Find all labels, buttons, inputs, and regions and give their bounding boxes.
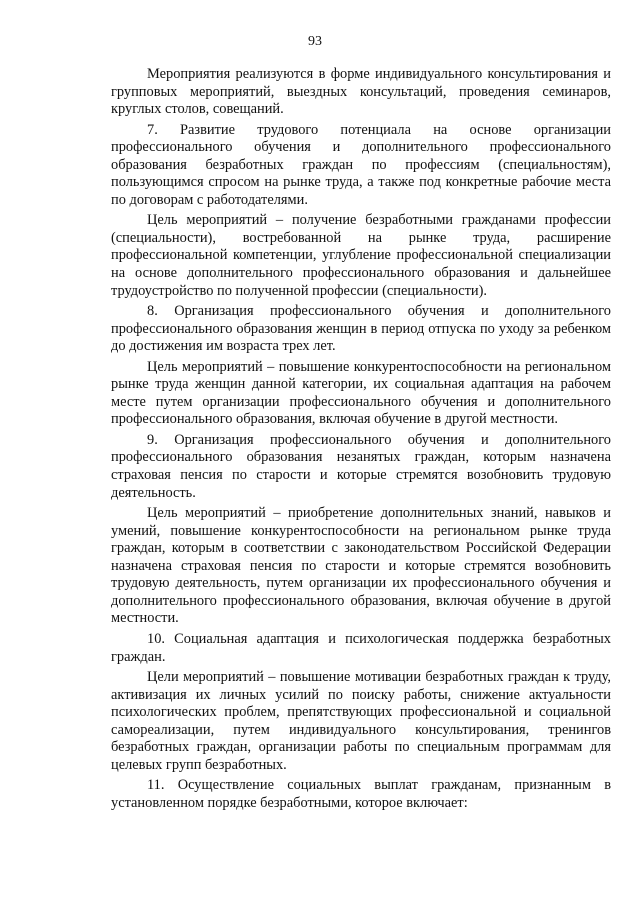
paragraph-item-9-goal: Цель мероприятий – приобретение дополнительных знаний, навыков и умений, повышение конкурентоспособности на региональном рынке труда граждан, которым в соответствии с законодательством Российской Федерации назначена страховая пенсия по старости и которые стремятся возобновить трудовую деятельность, путем организации их профессионального обучения и дополнительного профессионального образования, включая обучение в другой местности. xyxy=(111,505,611,627)
paragraph-item-7-goal: Цель мероприятий – получение безработными гражданами профессии (специальности), востребованной на рынке труда, расширение профессиональной компетенции, углубление профессиональной специализации на основе дополнительного профессионального образования и дальнейшее трудоустройство по полученной профессии (специальности). xyxy=(111,212,611,299)
paragraph-item-10-goals: Цели мероприятий – повышение мотивации безработных граждан к труду, активизация их личных усилий по поиску работы, снижение актуальности психологических проблем, препятствующих профессиональной и социальной самореализации, путем индивидуального консультирования, тренингов безработных граждан, организации работы по специальным программам для целевых групп безработных. xyxy=(111,669,611,773)
paragraph-events-format: Мероприятия реализуются в форме индивидуального консультирования и групповых мероприятий, выездных консультаций, проведения семинаров, круглых столов, совещаний. xyxy=(111,66,611,118)
paragraph-item-10: 10. Социальная адаптация и психологическая поддержка безработных граждан. xyxy=(111,630,611,665)
paragraph-item-8: 8. Организация профессионального обучения и дополнительного профессионального образования женщин в период отпуска по уходу за ребенком до достижения им возраста трех лет. xyxy=(111,303,611,355)
paragraph-item-11: 11. Осуществление социальных выплат гражданам, признанным в установленном порядке безработными, которое включает: xyxy=(111,777,611,811)
page-number: 93 xyxy=(308,34,322,49)
paragraph-item-7: 7. Развитие трудового потенциала на основе организации профессионального обучения и дополнительного профессионального образования безработных граждан по профессиям (специальностям), пользующимся спросом на рынке труда, а также под конкретные рабочие места по договорам с работодателями. xyxy=(111,121,611,208)
document-body xyxy=(111,66,611,812)
paragraph-item-8-goal: Цель мероприятий – повышение конкурентоспособности на региональном рынке труда женщин данной категории, их социальная адаптация на рабочем месте путем организации профессионального обучения и дополнительного профессионального образования, включая обучение в другой местности. xyxy=(111,358,611,428)
paragraph-item-9: 9. Организация профессионального обучения и дополнительного профессионального образования незанятых граждан, которым назначена страховая пенсия по старости и которые стремятся возобновить трудовую деятельность. xyxy=(111,431,611,501)
